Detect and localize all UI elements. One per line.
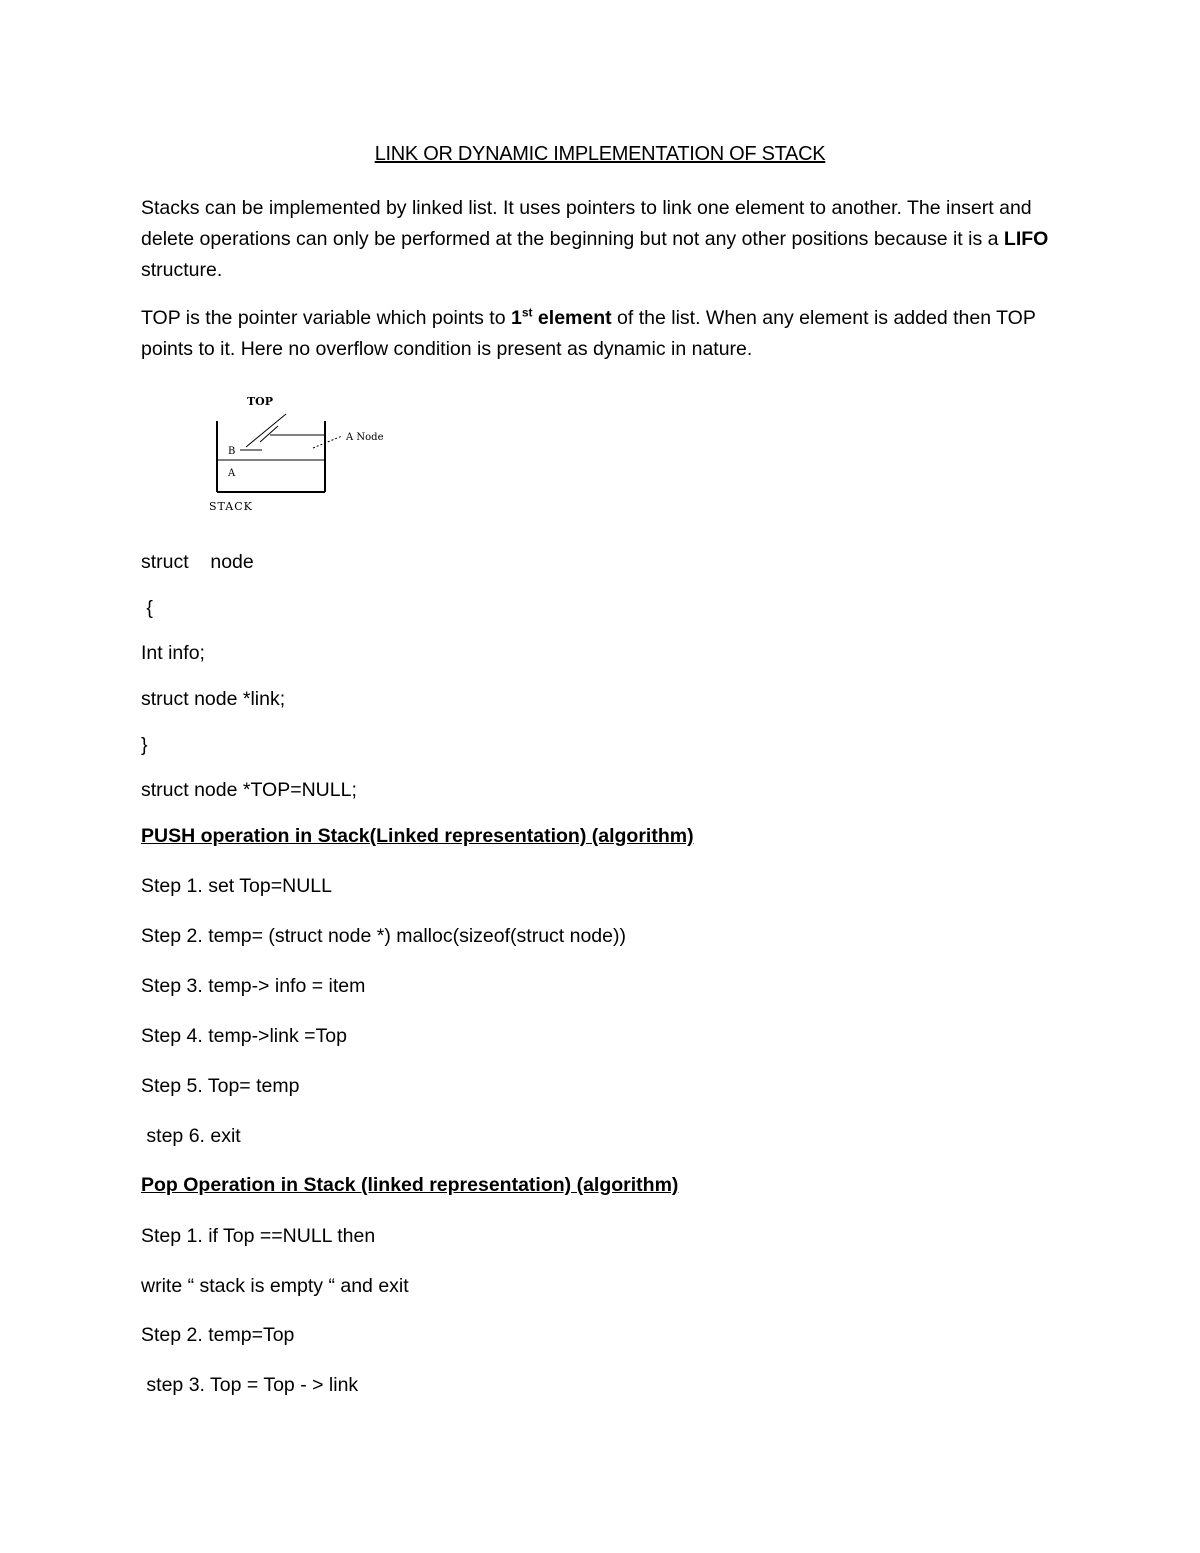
intro-text: Stacks can be implemented by linked list. It uses pointers to link one element to another. The insert and delete operations can only be performed at the beginning but not any other positions because it is a <box>141 197 1032 250</box>
push-step: Step 3. temp-> info = item <box>141 975 366 997</box>
node-a-label: A <box>228 468 236 479</box>
first-number: 1 <box>510 307 522 329</box>
first-suffix: st <box>521 305 533 320</box>
pop-step: step 3. Top = Top - > link <box>141 1374 359 1396</box>
push-step: Step 2. temp= (struct node *) malloc(sizeof(struct node)) <box>141 925 626 947</box>
node-pointer-dashed <box>313 436 342 448</box>
push-step: Step 5. Top= temp <box>141 1075 300 1097</box>
element-term: element <box>532 307 612 329</box>
code-line: struct node *TOP=NULL; <box>141 779 357 801</box>
diagram-top-label: TOP <box>247 395 274 408</box>
node-b-label: B <box>228 446 236 457</box>
lifo-term: LIFO <box>1003 228 1049 250</box>
page-title: LINK OR DYNAMIC IMPLEMENTATION OF STACK <box>374 143 826 165</box>
code-line: struct node <box>141 551 254 573</box>
push-heading: PUSH operation in Stack(Linked representation) (algorithm) <box>141 825 694 847</box>
code-line: struct node *link; <box>141 688 286 710</box>
intro-text-end: structure. <box>141 259 223 281</box>
pop-step: Step 1. if Top ==NULL then <box>141 1225 376 1247</box>
pop-step: write “ stack is empty “ and exit <box>141 1275 409 1297</box>
top-pointer-arrow <box>246 414 286 447</box>
diagram-stack-label: STACK <box>209 500 253 513</box>
diagram-node-label: A Node <box>346 432 384 443</box>
pop-step: Step 2. temp=Top <box>141 1324 295 1346</box>
top-paragraph <box>141 303 1071 365</box>
push-step: step 6. exit <box>141 1125 241 1147</box>
stack-diagram <box>200 390 420 520</box>
push-step: Step 1. set Top=NULL <box>141 875 332 897</box>
pop-heading: Pop Operation in Stack (linked representation) (algorithm) <box>141 1174 679 1196</box>
top-text-end: of the list. When any element is added then TOP points to it. Here no overflow condition is present as dynamic in nature. <box>141 307 1036 360</box>
code-line: { <box>141 597 153 619</box>
push-step: Step 4. temp->link =Top <box>141 1025 347 1047</box>
intro-paragraph <box>141 193 1071 286</box>
top-text: TOP is the pointer variable which points to <box>141 307 511 329</box>
code-line: Int info; <box>141 642 205 664</box>
code-line: } <box>141 734 148 756</box>
